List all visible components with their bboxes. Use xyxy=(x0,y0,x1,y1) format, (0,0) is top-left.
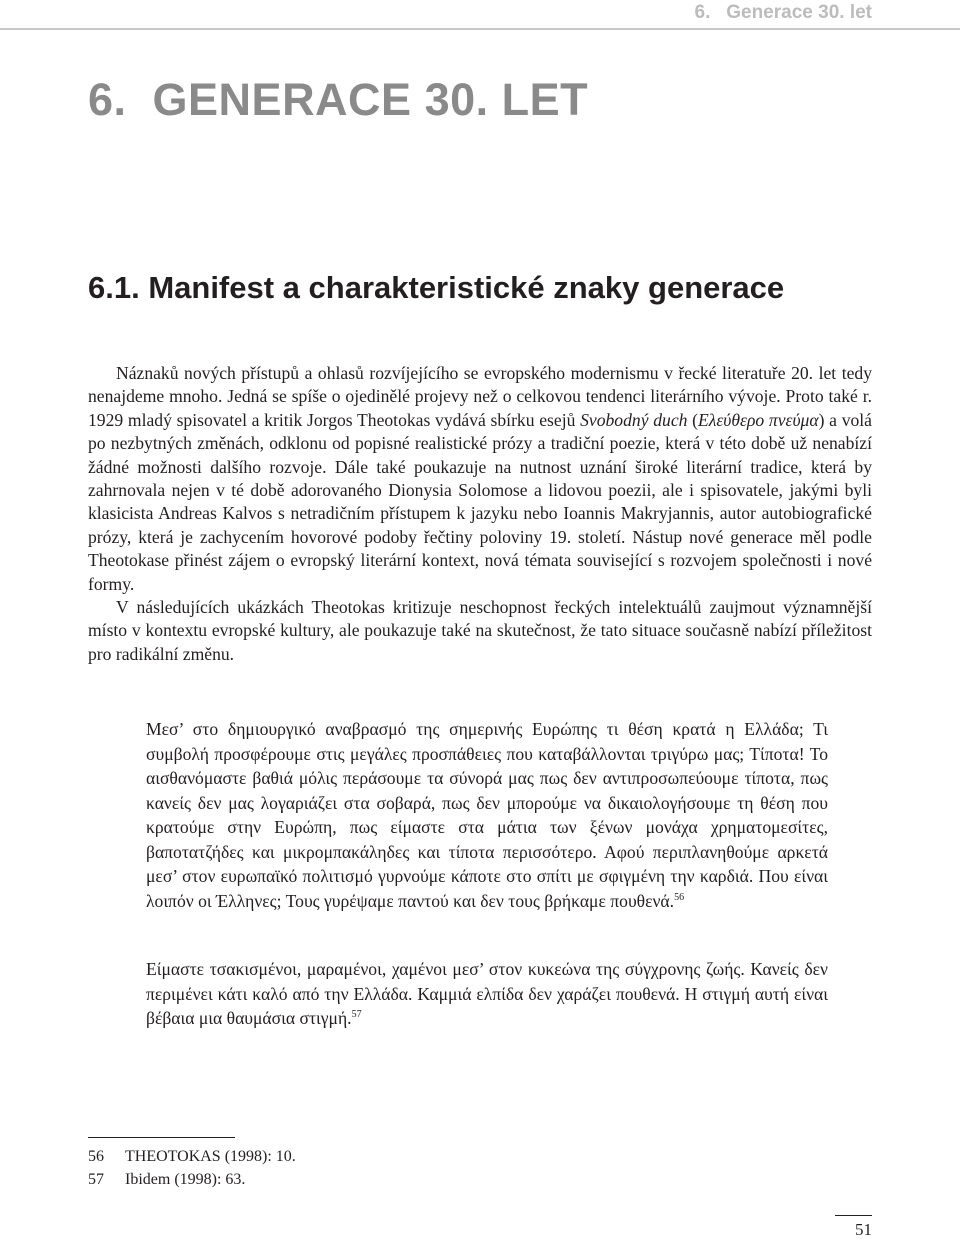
section-title: 6.1. Manifest a charakteristické znaky generace xyxy=(88,270,785,305)
body-paragraph-1 xyxy=(88,362,872,596)
quote-2-text: Είμαστε τσακισμένοι, μαραμένοι, χαμένοι μεσ’ στον κυκεώνα της σύγχρονης ζωής. Κανείς δεν περιμένει κάτι καλό από την Ελλάδα. Καμμιά ελπίδα δεν χαράζει πουθενά. Η στιγμή αυτή είναι βέβαια μια θαυμάσια στιγμή. xyxy=(146,959,828,1028)
footnote-57 xyxy=(88,1168,296,1191)
page-number-rule xyxy=(835,1215,872,1216)
chapter-title: 6. GENERACE 30. LET xyxy=(88,74,589,125)
running-header xyxy=(0,0,960,30)
footnote-56 xyxy=(88,1145,296,1168)
footnote-separator xyxy=(88,1137,235,1138)
paragraph-1-part-b: ( xyxy=(687,409,698,430)
essay-title: Svobodný duch xyxy=(580,409,688,430)
footnote-ref-57: 57 xyxy=(351,1009,362,1020)
body-paragraph-2: V následujících ukázkách Theotokas kritizuje neschopnost řeckých intelektuálů zaujmout významnější místo v kontextu evropské kultury, ale poukazuje také na skutečnost, že tato situace současně nabízí příležitost pro radikální změnu. xyxy=(88,597,872,664)
footnote-ref-56: 56 xyxy=(674,891,685,903)
greek-quote-1 xyxy=(146,717,828,913)
essay-title-greek: Ελεύθερο πνεύμα xyxy=(698,409,819,430)
footnote-text: Ibidem (1998): 63. xyxy=(125,1171,246,1188)
running-header-title: 6. Generace 30. let xyxy=(694,2,872,23)
footnote-number: 57 xyxy=(88,1171,104,1188)
page-number: 51 xyxy=(855,1220,872,1239)
quote-1-text: Μεσ’ στο δημιουργικό αναβρασμό της σημερινής Ευρώπης τι θέση κρατά η Ελλάδα; Τι συμβολή προσφέρουμε στις μεγάλες προσπάθειες που καταβάλλονται τριγύρω μας; Τίποτα! Το αισθανόμαστε βαθιά μόλις περάσουμε τα σύνορά μας πως δεν αντιπροσωπεύουμε τίποτα, πως κανείς δεν μας λογαριάζει στα σοβαρά, πως δεν μπορούμε να δικαιολογήσουμε τη θέση που κρατούμε στην Ευρώπη, πως είμαστε στα μάτια των ξένων μονάχα χρηματομεσίτες, βαποτατζήδες και μικρομπακάληδες και τίποτα περισσότερο. Αφού περιπλανηθούμε αρκετά μεσ’ στον ευρωπαϊκό πολιτισμό γυρνούμε κάποτε στο σπίτι με σφιγμένη την καρδιά. Που είναι λοιπόν οι Έλληνες; Τους γυρέψαμε παντού και δεν τους βρήκαμε πουθενά. xyxy=(146,719,828,911)
paragraph-1-part-a: Náznaků nových přístupů a ohlasů rozvíjejícího se evropského modernismu v řecké literatuře 20. let tedy nenajdeme mnoho. Jedná se spíše o ojedinělé projevy než o celkovou tendenci literárního vývoje. Proto také r. 1929 mladý spisovatel a kritik Jorgos Theotokas vydává sbírku esejů xyxy=(88,363,872,430)
footnotes xyxy=(88,1145,296,1191)
footnote-text: THEOTOKAS (1998): 10. xyxy=(125,1148,296,1165)
body-text xyxy=(88,362,872,666)
paragraph-1-part-c: ) a volá po nezbytných změnách, odklonu od popisné realistické prózy a tradiční poezie, která v této době už nenabízí žádné možnosti dalšího rozvoje. Dále také poukazuje na nutnost uznání široké literární tradice, která by zahrnovala nejen v té době adorovaného Dionysia Solomose a lidovou poezii, ale i spisovatele, jakými byli klasicista Andreas Kalvos s netradičním přístupem k jazyku nebo Ioannis Makryjannis, autor autobiografické prózy, která je zachycením hovorové podoby řečtiny poloviny 19. století. Nástup nové generace měl podle Theotokase přinést zájem o evropský literární kontext, nová témata související s rozvojem společnosti i nové formy. xyxy=(88,409,872,594)
footnote-number: 56 xyxy=(88,1148,104,1165)
greek-quote-2 xyxy=(146,957,828,1031)
